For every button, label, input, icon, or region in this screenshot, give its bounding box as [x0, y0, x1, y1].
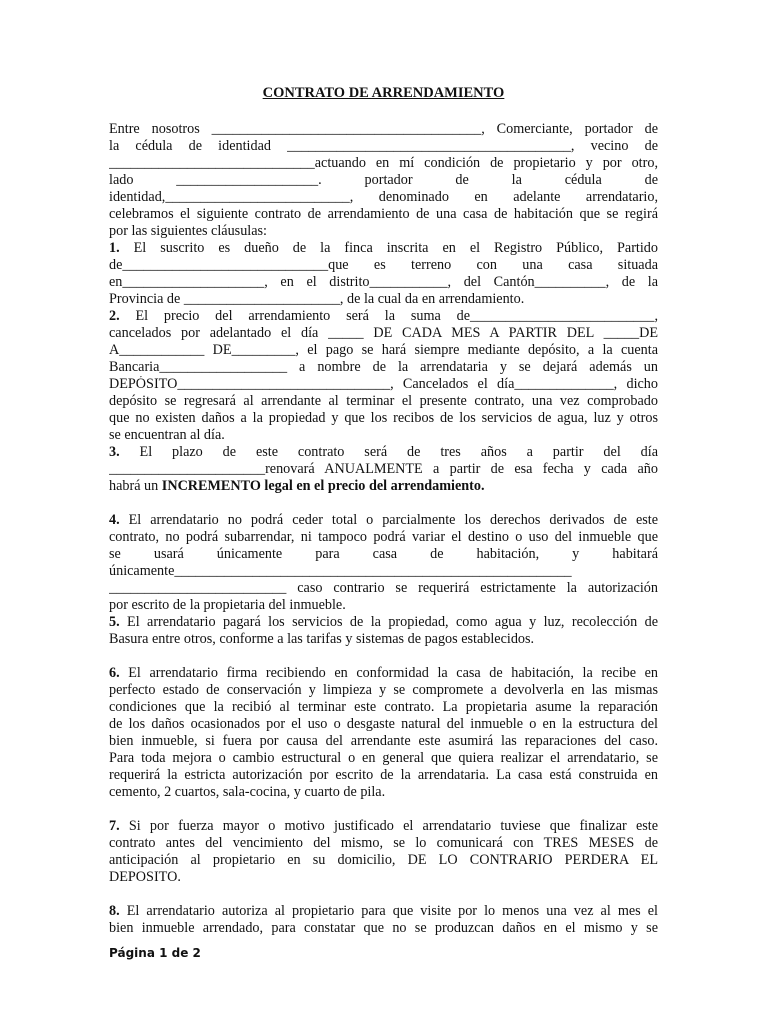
- clause-4: [109, 512, 658, 614]
- clause-text: El arrendatario no podrá ceder total o parcialmente los derechos derivados de este: [119, 512, 658, 528]
- clause-line: [109, 903, 658, 920]
- clause-line: [109, 240, 658, 257]
- clause-text: cancelados por adelantado el día _____ DE CADA MES A PARTIR DEL _____DE: [109, 325, 658, 341]
- clause-text: contrato, no podrá subarrendar, ni tampoco podrá variar el destino o uso del inmueble que: [109, 529, 658, 545]
- intro-line: _____________________________actuando en mí condición de propietario y por otro,: [109, 155, 658, 171]
- clause-number: 3.: [109, 444, 120, 460]
- clause-text: Bancaria__________________ a nombre de la arrendataria y se dejará además un: [109, 359, 658, 375]
- clause-line: [109, 835, 658, 852]
- clause-number: 2.: [109, 308, 120, 324]
- clause-line: [109, 478, 658, 495]
- document-page: [109, 84, 658, 937]
- clause-line: [109, 291, 658, 308]
- clause-line: [109, 614, 658, 631]
- clause-text: _________________________ caso contrario se requerirá estrictamente la autorización: [109, 580, 658, 596]
- clause-line: [109, 580, 658, 597]
- clause-text: perfecto estado de conservación y limpieza y se compromete a devolverla en las mismas: [109, 682, 658, 698]
- clause-text: El precio del arrendamiento será la suma de__________________________,: [119, 308, 658, 324]
- clause-text: ______________________renovará ANUALMENTE a partir de esa fecha y cada año: [109, 461, 658, 477]
- clause-line: [109, 376, 658, 393]
- clause-2: [109, 308, 658, 444]
- clause-line: [109, 274, 658, 291]
- clause-text: se encuentran al día.: [109, 427, 225, 443]
- clause-text: Si por fuerza mayor o motivo justificado el arrendatario tuviese que finalizar este: [119, 818, 658, 834]
- clause-line: [109, 444, 658, 461]
- clause-line: [109, 563, 658, 580]
- clause-line: [109, 512, 658, 529]
- clause-text: por escrito de la propietaria del inmueble.: [109, 597, 346, 613]
- clause-line: [109, 716, 658, 733]
- clause-line: [109, 750, 658, 767]
- clause-text: cemento, 2 cuartos, sala-cocina, y cuarto de pila.: [109, 784, 386, 800]
- clause-number: 6.: [109, 665, 120, 681]
- clause-line: [109, 767, 658, 784]
- intro-line: la cédula de identidad ________________________________________, vecino de: [109, 138, 658, 154]
- clause-line: [109, 597, 658, 614]
- clause-text: de_____________________________que es terreno con una casa situada: [109, 257, 658, 273]
- clause-6: [109, 665, 658, 801]
- intro-line: Entre nosotros ______________________________________, Comerciante, portador de: [109, 121, 658, 137]
- clause-text: habrá un: [109, 478, 162, 494]
- clause-text: DEPÓSITO______________________________, Cancelados el día______________, dicho: [109, 376, 658, 392]
- clause-text: El suscrito es dueño de la finca inscrita en el Registro Público, Partido: [119, 240, 658, 256]
- clause-number: 7.: [109, 818, 120, 834]
- intro-line: lado ____________________. portador de la cédula de: [109, 172, 658, 188]
- clause-text: El plazo de este contrato será de tres años a partir del día: [119, 444, 658, 460]
- clause-text: Para toda mejora o cambio estructural o en general que quiera realizar el arrendatario, se: [109, 750, 658, 766]
- clause-text: depósito se regresará al arrendante al terminar el presente contrato, una vez comprobado: [109, 393, 658, 409]
- clause-number: 1.: [109, 240, 120, 256]
- clause-text: condiciones que la recibió al terminar este contrato. La propietaria asume la reparación: [109, 699, 658, 715]
- clause-1: [109, 240, 658, 308]
- clause-3: [109, 444, 658, 495]
- clause-text: únicamente________________________________________________________: [109, 563, 572, 579]
- intro-line: por las siguientes cláusulas:: [109, 223, 268, 239]
- clause-8: [109, 903, 658, 937]
- clause-text: contrato antes del vencimiento del mismo, se lo comunicará con TRES MESES de: [109, 835, 658, 851]
- clause-line: [109, 427, 658, 444]
- clause-line: [109, 631, 658, 648]
- clause-line: [109, 257, 658, 274]
- clause-bold-text: INCREMENTO legal en el precio del arrendamiento.: [161, 478, 485, 494]
- clause-number: 4.: [109, 512, 120, 528]
- clause-line: [109, 784, 658, 801]
- clause-line: [109, 699, 658, 716]
- clause-line: [109, 665, 658, 682]
- clause-line: [109, 529, 658, 546]
- clause-line: [109, 325, 658, 342]
- clause-text: A____________ DE_________, el pago se hará siempre mediante depósito, a la cuenta: [109, 342, 658, 358]
- clause-text: Provincia de ______________________, de la cual da en arrendamiento.: [109, 291, 525, 307]
- clause-line: [109, 342, 658, 359]
- clause-number: 5.: [109, 614, 120, 630]
- clause-text: de los daños ocasionados por el uso o desgaste natural del inmueble o en la estructura del: [109, 716, 658, 732]
- clause-7: [109, 818, 658, 886]
- intro-line: identidad,__________________________, denominado en adelante arrendatario,: [109, 189, 658, 205]
- clause-line: [109, 920, 658, 937]
- clause-text: Basura entre otros, conforme a las tarifas y sistemas de pagos establecidos.: [109, 631, 535, 647]
- clause-line: [109, 852, 658, 869]
- clause-line: [109, 359, 658, 376]
- intro-line: celebramos el siguiente contrato de arrendamiento de una casa de habitación que se regirá: [109, 206, 658, 222]
- clause-text: bien inmueble, si fuera por causa del arrendante este asumirá las reparaciones del caso.: [109, 733, 658, 749]
- clause-line: [109, 393, 658, 410]
- clause-text: anticipación al propietario en su domicilio, DE LO CONTRARIO PERDERA EL: [109, 852, 658, 868]
- clause-text: DEPOSITO.: [109, 869, 181, 885]
- clause-text: El arrendatario firma recibiendo en conformidad la casa de habitación, la recibe en: [119, 665, 658, 681]
- clause-text: El arrendatario pagará los servicios de la propiedad, como agua y luz, recolección de: [119, 614, 658, 630]
- intro-paragraph: [109, 121, 658, 240]
- clause-line: [109, 818, 658, 835]
- clause-number: 8.: [109, 903, 120, 919]
- clause-text: El arrendatario autoriza al propietario para que visite por lo menos una vez al mes el: [119, 903, 658, 919]
- clauses-container: [109, 240, 658, 937]
- clause-line: [109, 410, 658, 427]
- document-title: CONTRATO DE ARRENDAMIENTO: [262, 85, 505, 101]
- clause-text: bien inmueble arrendado, para constatar que no se produzcan daños en el mismo y se: [109, 920, 658, 936]
- clause-text: se usará únicamente para casa de habitación, y habitará: [109, 546, 658, 562]
- clause-line: [109, 546, 658, 563]
- clause-line: [109, 308, 658, 325]
- clause-line: [109, 461, 658, 478]
- page-number: Página 1 de 2: [109, 946, 201, 960]
- clause-text: que no existen daños a la propiedad y que los recibos de los servicios de agua, luz y otros: [109, 410, 658, 426]
- clause-line: [109, 682, 658, 699]
- clause-text: en____________________, en el distrito___________, del Cantón__________, de la: [109, 274, 658, 290]
- clause-line: [109, 869, 658, 886]
- clause-text: requerirá la estricta autorización por escrito de la arrendataria. La casa está construida en: [109, 767, 658, 783]
- clause-line: [109, 733, 658, 750]
- clause-5: [109, 614, 658, 648]
